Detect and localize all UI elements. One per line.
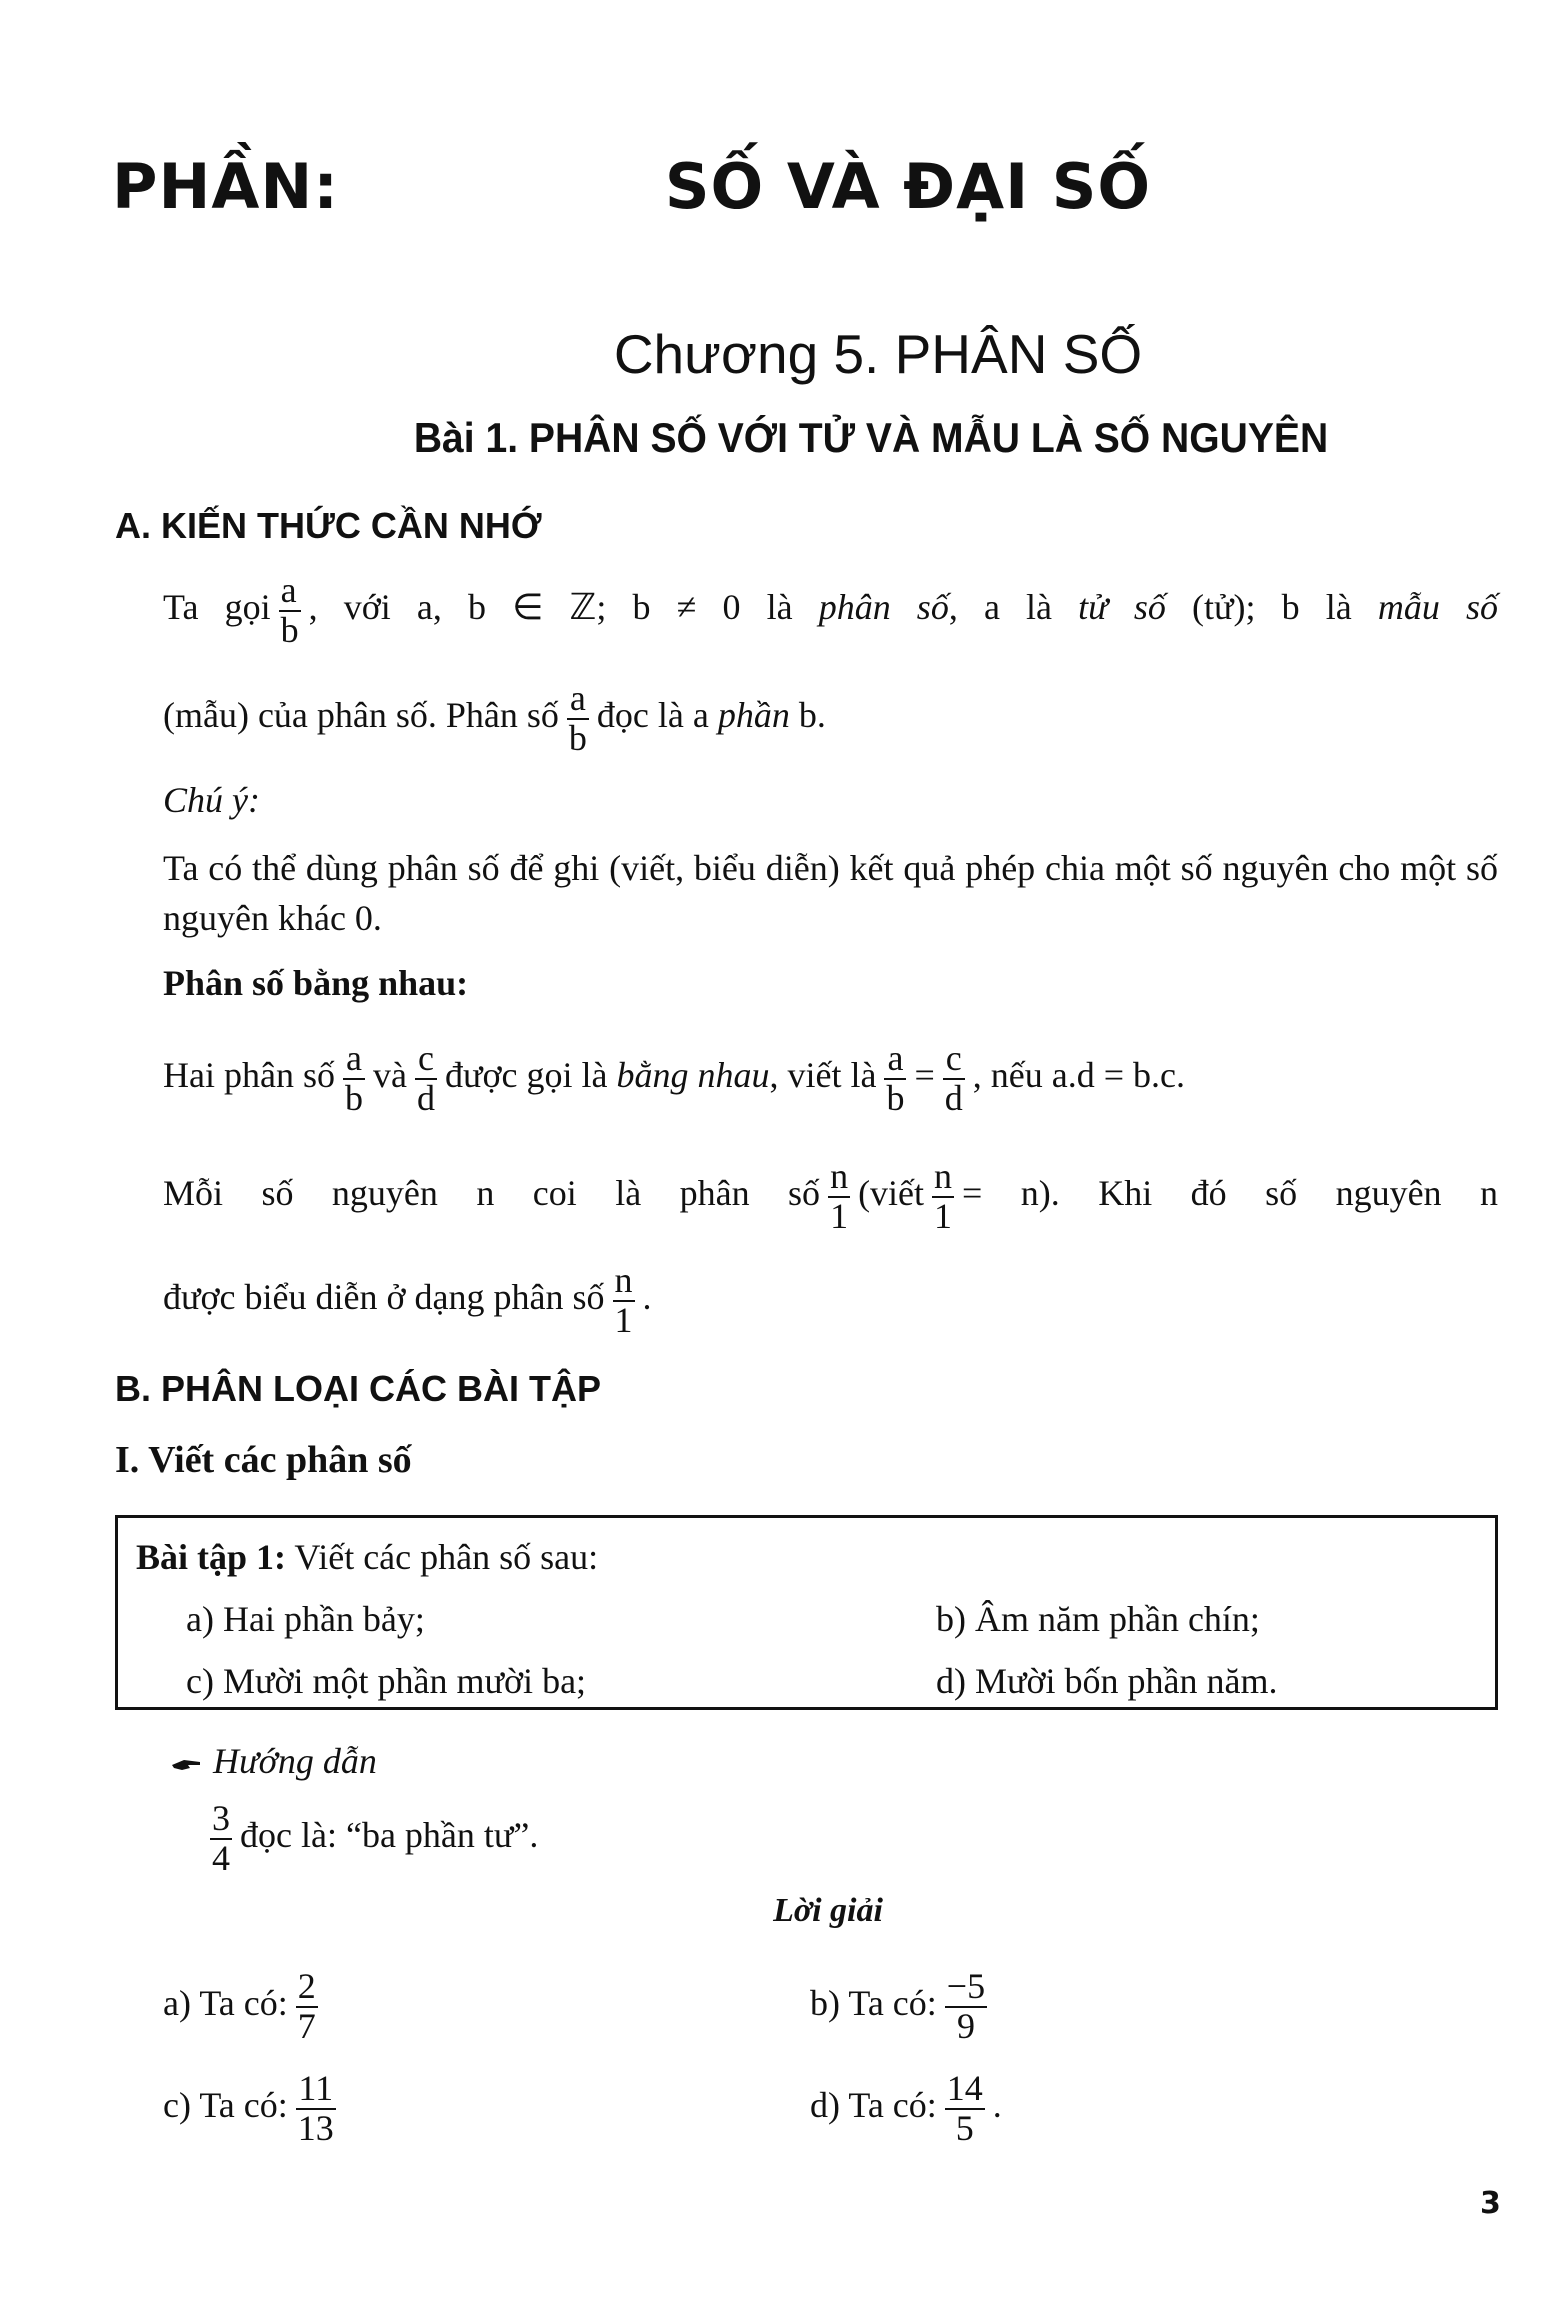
answer-fraction: $\frac{11}{13}$ — [297, 2068, 334, 2148]
fraction-n-over-1: $\frac{n}{1}$ — [614, 1260, 633, 1340]
equal-fractions-definition: Hai phân số $\frac{a}{b}$ và $\frac{c}{d}$ được gọi là bằng nhau, viết là $\frac{a}{b}$ = $\frac{c}{d}$ , nếu a.d = b.c. — [163, 1038, 1185, 1118]
chapter-title: Chương 5. PHÂN SỐ — [613, 323, 1143, 385]
guide-label: Hướng dẫn — [213, 1741, 377, 1781]
guide-text: $\frac{3}{4}$ đọc là: “ba phần tư”. — [212, 1798, 539, 1878]
fraction-c-over-d: $\frac{c}{d}$ — [944, 1038, 963, 1118]
section-b-heading: B. PHÂN LOẠI CÁC BÀI TẬP — [115, 1368, 601, 1409]
exercise-prompt-text: Viết các phân số sau: — [294, 1537, 599, 1577]
equal-fractions-heading: Phân số bằng nhau: — [163, 963, 469, 1003]
exercise-label: Bài tập 1: — [136, 1537, 287, 1577]
fraction-a-over-b: $\frac{a}{b}$ — [344, 1038, 363, 1118]
fraction-c-over-d: $\frac{c}{d}$ — [416, 1038, 435, 1118]
exercise-item: d) Mười bốn phần năm. — [936, 1661, 1278, 1701]
answer-fraction: $\frac{2}{7}$ — [297, 1966, 316, 2046]
answer-c: c) Ta có: $\frac{11}{13}$ — [163, 2068, 334, 2148]
exercise-box — [115, 1515, 1498, 1710]
exercise-item: c) Mười một phần mười ba; — [186, 1661, 587, 1701]
answer-a: a) Ta có: $\frac{2}{7}$ — [163, 1966, 316, 2046]
part-label: PHẦN: — [112, 150, 339, 223]
answer-b: b) Ta có: $\frac{-5}{9}$ — [810, 1966, 986, 2046]
section-a-heading: A. KIẾN THỨC CẦN NHỚ — [115, 505, 542, 546]
exercise-prompt — [136, 1536, 598, 1578]
solution-label: Lời giải — [773, 1892, 883, 1929]
fraction-a-over-b: $\frac{a}{b}$ — [280, 570, 299, 650]
fraction-a-over-b: $\frac{a}{b}$ — [886, 1038, 905, 1118]
answer-fraction: $\frac{-5}{9}$ — [946, 1966, 986, 2046]
pointing-hand-icon — [170, 1756, 204, 1774]
definition-line-2: (mẫu) của phân số. Phân số $\frac{a}{b}$ đọc là a phần b. — [163, 678, 826, 758]
exercise-item: b) Âm năm phần chín; — [936, 1599, 1260, 1639]
exercise-item: a) Hai phần bảy; — [186, 1599, 425, 1639]
page-number: 3 — [1480, 2186, 1501, 2221]
answer-d: d) Ta có: $\frac{14}{5}$ . — [810, 2068, 1002, 2148]
fraction-a-over-b: $\frac{a}{b}$ — [568, 678, 587, 758]
lesson-title: Bài 1. PHÂN SỐ VỚI TỬ VÀ MẪU LÀ SỐ NGUYÊN — [413, 414, 1329, 461]
definition-line-1: Ta gọi $\frac{a}{b}$ , với a, b ∈ ℤ; b ≠ 0 là phân số, a là tử số (tử); b là mẫu số — [163, 570, 1499, 650]
note-label: Chú ý: — [163, 780, 260, 820]
guide-heading — [170, 1740, 377, 1782]
integer-as-fraction-line-1: Mỗi số nguyên n coi là phân số $\frac{n}{1}$ (viết $\frac{n}{1}$ = n). Khi đó số nguyên n — [163, 1156, 1498, 1236]
fraction-n-over-1: $\frac{n}{1}$ — [934, 1156, 953, 1236]
fraction-three-quarters: $\frac{3}{4}$ — [212, 1798, 230, 1878]
answer-fraction: $\frac{14}{5}$ — [946, 2068, 983, 2148]
note-text: Ta có thể dùng phân số để ghi (viết, biểu diễn) kết quả phép chia một số nguyên cho một số nguyên khác 0. — [163, 848, 1498, 938]
integer-as-fraction-line-2: được biểu diễn ở dạng phân số $\frac{n}{1}$ . — [163, 1260, 652, 1340]
fraction-n-over-1: $\frac{n}{1}$ — [830, 1156, 849, 1236]
part-title: SỐ VÀ ĐẠI SỐ — [664, 150, 1152, 223]
subsection-heading: I. Viết các phân số — [115, 1439, 412, 1481]
